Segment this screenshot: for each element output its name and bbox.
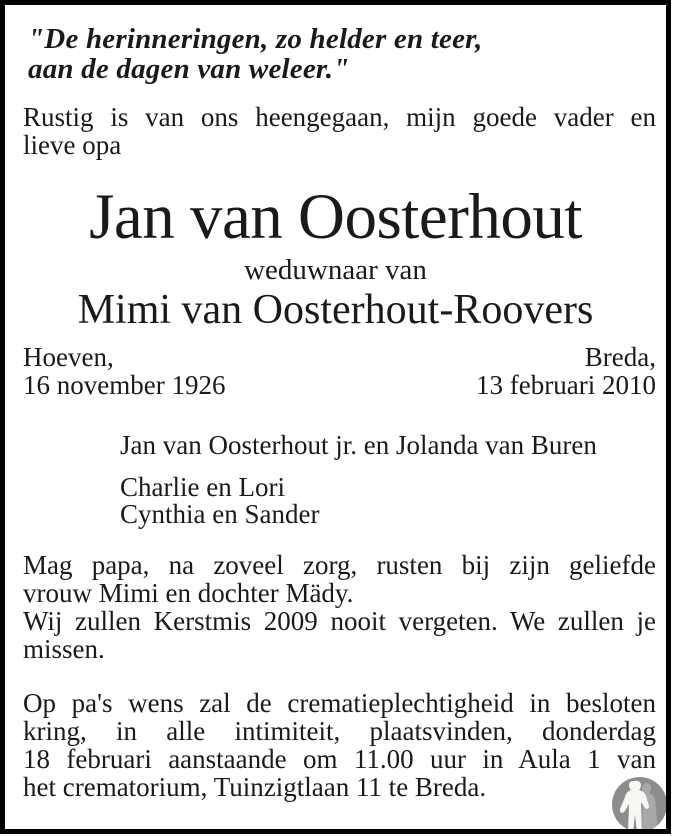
- intro-line1: Rustig is van ons heengegaan, mijn goede vader en: [23, 102, 656, 132]
- ceremony-line4: het crematorium, Tuinzigtlaan 11 te Breda.: [23, 772, 487, 802]
- family-couple: Jan van Oosterhout jr. en Jolanda van Buren: [120, 430, 597, 460]
- ceremony-line2: kring, in alle intimiteit, plaatsvinden, donderdag: [23, 716, 656, 746]
- opening-quote: [28, 24, 483, 84]
- memorial-line4: missen.: [23, 634, 105, 664]
- ceremony-line1: Op pa's wens zal de crematieplechtigheid in besloten: [23, 688, 656, 718]
- memorial-line2: vrouw Mimi en dochter Mädy.: [23, 578, 354, 608]
- birth-date: 16 november 1926: [23, 370, 226, 400]
- opening-quote-line1: "De herinneringen, zo helder en teer,: [28, 23, 483, 55]
- ceremony-line3: 18 februari aanstaande om 11.00 uur in Aula 1 van: [23, 744, 656, 774]
- opening-quote-line2: aan de dagen van weleer.": [28, 53, 350, 85]
- relation-label: weduwnaar van: [244, 254, 427, 286]
- death-date: 13 februari 2010: [476, 370, 656, 400]
- birth-place: Hoeven,: [23, 342, 114, 372]
- deceased-name: Jan van Oosterhout: [89, 181, 582, 253]
- intro-line2: lieve opa: [23, 130, 122, 160]
- death-place: Breda,: [584, 342, 656, 372]
- birth-death-row: [23, 343, 656, 399]
- memorial-line3: Wij zullen Kerstmis 2009 nooit vergeten. We zullen je: [23, 606, 656, 636]
- birth-place-date: [23, 343, 225, 399]
- family-child2: Cynthia en Sander: [120, 499, 320, 529]
- memorial-line1: Mag papa, na zoveel zorg, rusten bij zijn geliefde: [23, 550, 656, 580]
- ceremony-text: [23, 689, 656, 801]
- memorial-text: [23, 551, 656, 663]
- embracing-figures-icon: [611, 776, 668, 833]
- embracing-figures-logo-icon: [611, 776, 668, 833]
- intro-text: [23, 103, 656, 159]
- spouse-name: Mimi van Oosterhout-Roovers: [77, 287, 594, 333]
- family-child1: Charlie en Lori: [120, 472, 285, 502]
- family-children: [120, 474, 660, 528]
- death-place-date: [476, 343, 656, 399]
